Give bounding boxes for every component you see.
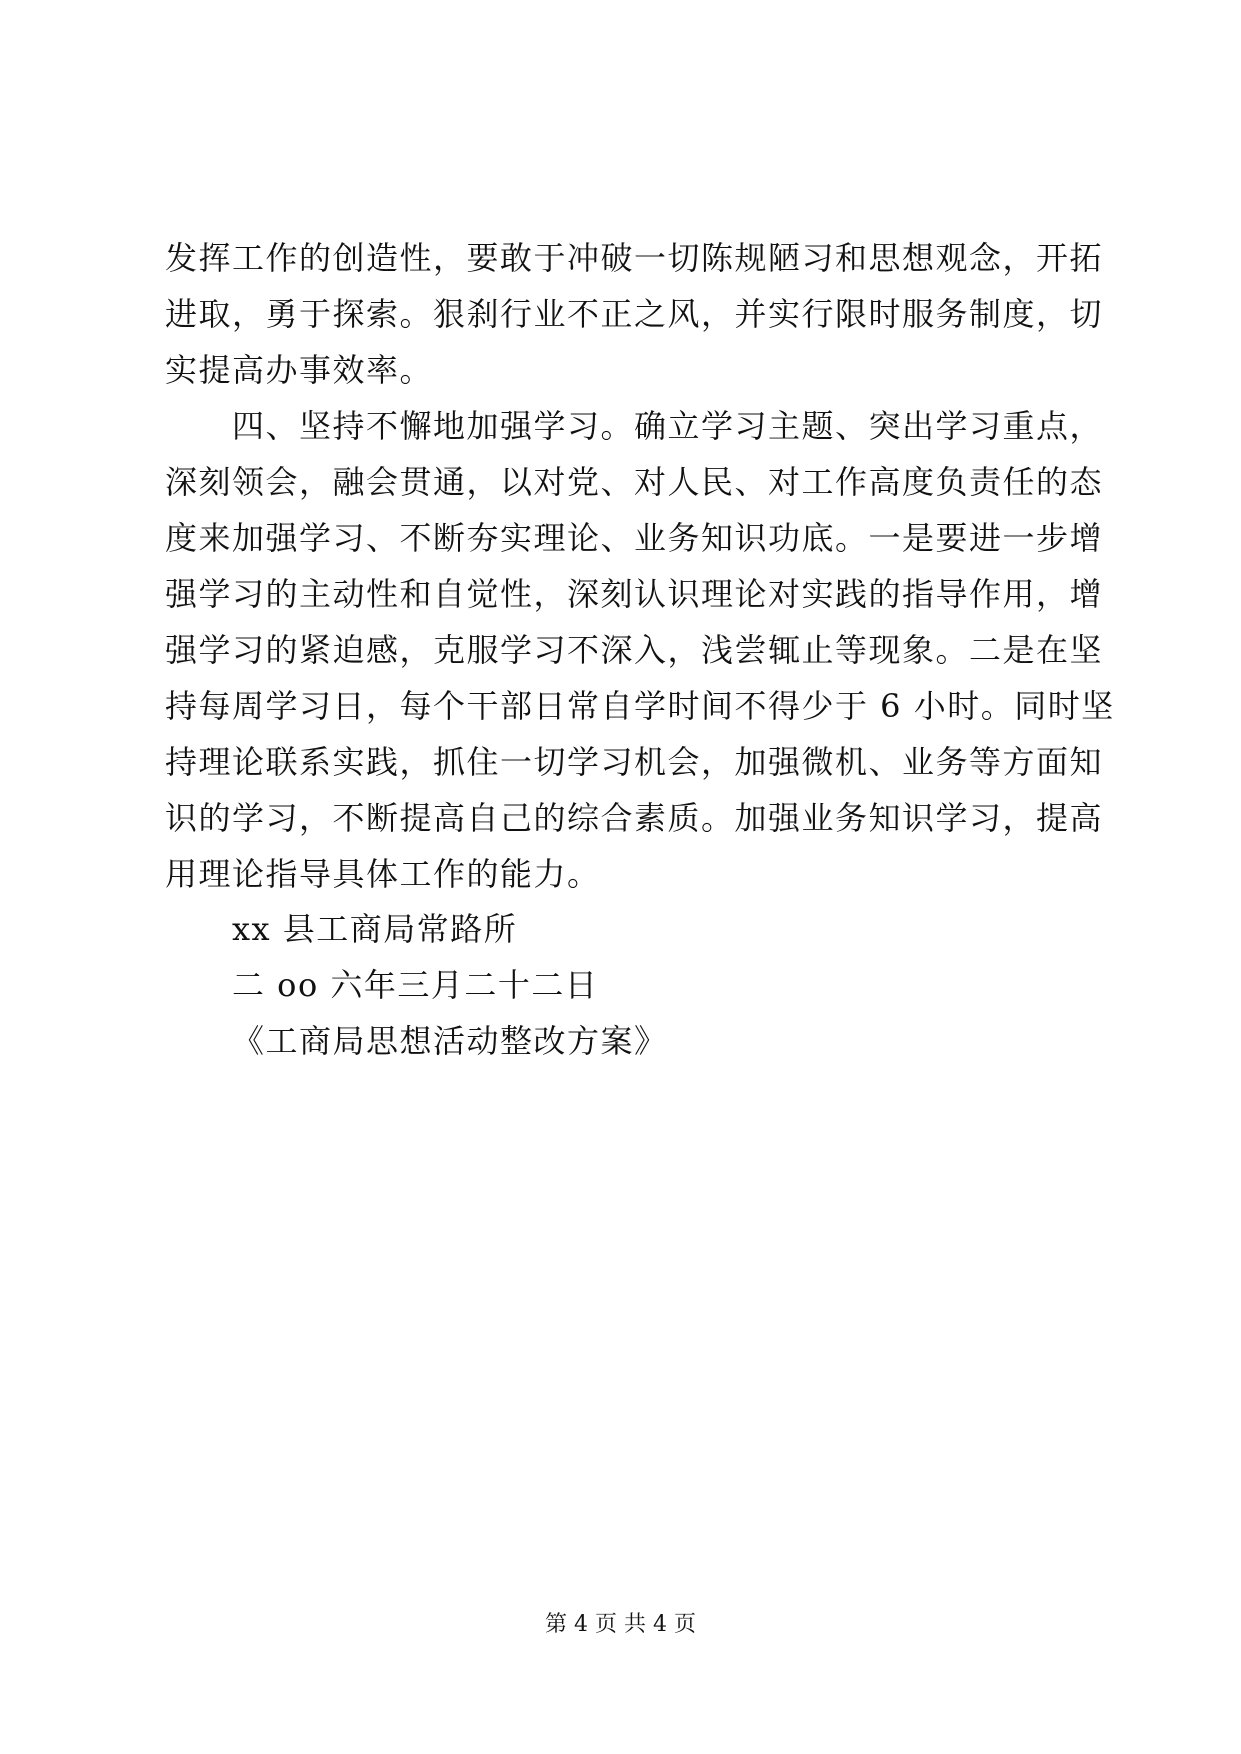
body-line: 度来加强学习、不断夯实理论、业务知识功底。一是要进一步增 (165, 519, 1104, 557)
body-line: 强学习的紧迫感，克服学习不深入，浅尝辄止等现象。二是在坚 (165, 631, 1104, 669)
body-line: 持每周学习日，每个干部日常自学时间不得少于 6 小时。同时坚 (165, 687, 1115, 725)
body-line: 深刻领会，融会贯通，以对党、对人民、对工作高度负责任的态 (165, 463, 1104, 501)
paragraph-four-heading: 四、坚持不懈地加强学习。确立学习主题、突出学习重点， (232, 407, 1104, 445)
body-line: 用理论指导具体工作的能力。 (165, 855, 601, 893)
body-line: 进取，勇于探索。狠刹行业不正之风，并实行限时服务制度，切 (165, 295, 1104, 333)
document-title: 《工商局思想活动整改方案》 (232, 1022, 668, 1060)
signature-org: xx 县工商局常路所 (232, 910, 518, 948)
signature-date: 二 oo 六年三月二十二日 (232, 966, 599, 1004)
body-line: 识的学习，不断提高自己的综合素质。加强业务知识学习，提高 (165, 799, 1104, 837)
body-line: 持理论联系实践，抓住一切学习机会，加强微机、业务等方面知 (165, 743, 1104, 781)
body-line: 实提高办事效率。 (165, 351, 434, 389)
body-line: 发挥工作的创造性，要敢于冲破一切陈规陋习和思想观念，开拓 (165, 239, 1104, 277)
page-footer (0, 1610, 1241, 1640)
page-number: 第 4 页 共 4 页 (545, 1612, 696, 1637)
body-line: 强学习的主动性和自觉性，深刻认识理论对实践的指导作用，增 (165, 575, 1104, 613)
